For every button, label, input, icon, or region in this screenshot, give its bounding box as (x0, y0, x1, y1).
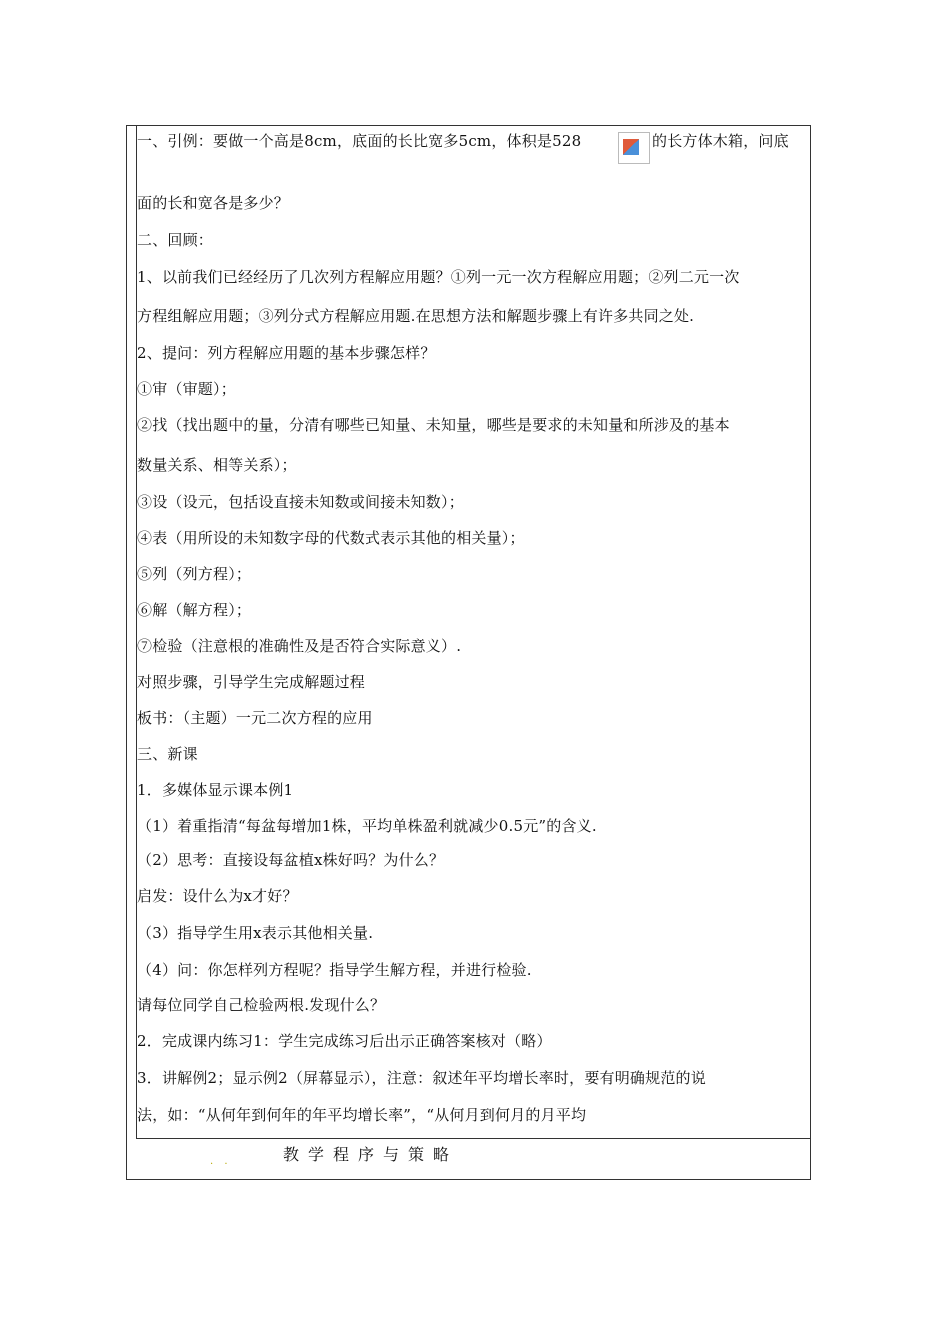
table-divider (136, 1138, 811, 1139)
item-1b: （2）思考：直接设每盆植x株好吗？为什么？ (137, 851, 445, 869)
board-text: 板书：（主题）一元二次方程的应用 (137, 709, 373, 727)
review-p1b: 方程组解应用题；③列分式方程解应用题.在思想方法和解题步骤上有许多共同之处. (137, 307, 695, 325)
review-p2: 2、提问：列方程解应用题的基本步骤怎样？ (137, 344, 436, 362)
item-1a: （1）着重指清“每盆每增加1株，平均单株盈利就减少0.5元”的含义. (137, 817, 597, 835)
item-1: 1．多媒体显示课本例1 (137, 781, 294, 799)
step-5: ⑤列（列方程）； (137, 565, 252, 583)
item-1c: 启发：设什么为x才好？ (137, 887, 298, 905)
newlesson-heading: 三、新课 (137, 745, 198, 763)
step-2a: ②找（找出题中的量，分清有哪些已知量、未知量，哪些是要求的未知量和所涉及的基本 (137, 416, 730, 434)
step-2b: 数量关系、相等关系）； (137, 456, 297, 474)
item-1d: （3）指导学生用x表示其他相关量. (137, 924, 374, 942)
review-heading: 二、回顾： (137, 231, 214, 249)
step-4: ④表（用所设的未知数字母的代数式表示其他的相关量）； (137, 529, 525, 547)
item-3b: 法，如：“从何年到何年的年平均增长率”，“从何月到何月的月平均 (137, 1106, 587, 1124)
step-7: ⑦检验（注意根的准确性及是否符合实际意义）. (137, 637, 462, 655)
intro-line-2: 面的长和宽各是多少？ (137, 194, 290, 212)
step-1: ①审（审题）； (137, 380, 236, 398)
guide-text: 对照步骤，引导学生完成解题过程 (137, 673, 366, 691)
item-1f: 请每位同学自己检验两根.发现什么？ (137, 996, 386, 1014)
step-6: ⑥解（解方程）； (137, 601, 252, 619)
intro-line-1a: 一、引例：要做一个高是8cm，底面的长比宽多5cm，体积是528 (137, 132, 582, 150)
broken-image-icon (618, 132, 650, 164)
step-3: ③设（设元，包括设直接未知数或间接未知数）； (137, 493, 464, 511)
section-footer-title: 教学程序与策略 (283, 1145, 459, 1164)
item-2: 2．完成课内练习1：学生完成练习后出示正确答案核对（略） (137, 1032, 552, 1050)
item-1e: （4）问：你怎样列方程呢？指导学生解方程，并进行检验. (137, 961, 532, 979)
intro-line-1b: 的长方体木箱，问底 (652, 132, 789, 150)
review-p1a: 1、以前我们已经经历了几次列方程解应用题？①列一元一次方程解应用题；②列二元一次 (137, 268, 740, 286)
item-3a: 3．讲解例2；显示例2（屏幕显示），注意：叙述年平均增长率时，要有明确规范的说 (137, 1069, 706, 1087)
decorative-dots: . . (210, 1156, 232, 1167)
